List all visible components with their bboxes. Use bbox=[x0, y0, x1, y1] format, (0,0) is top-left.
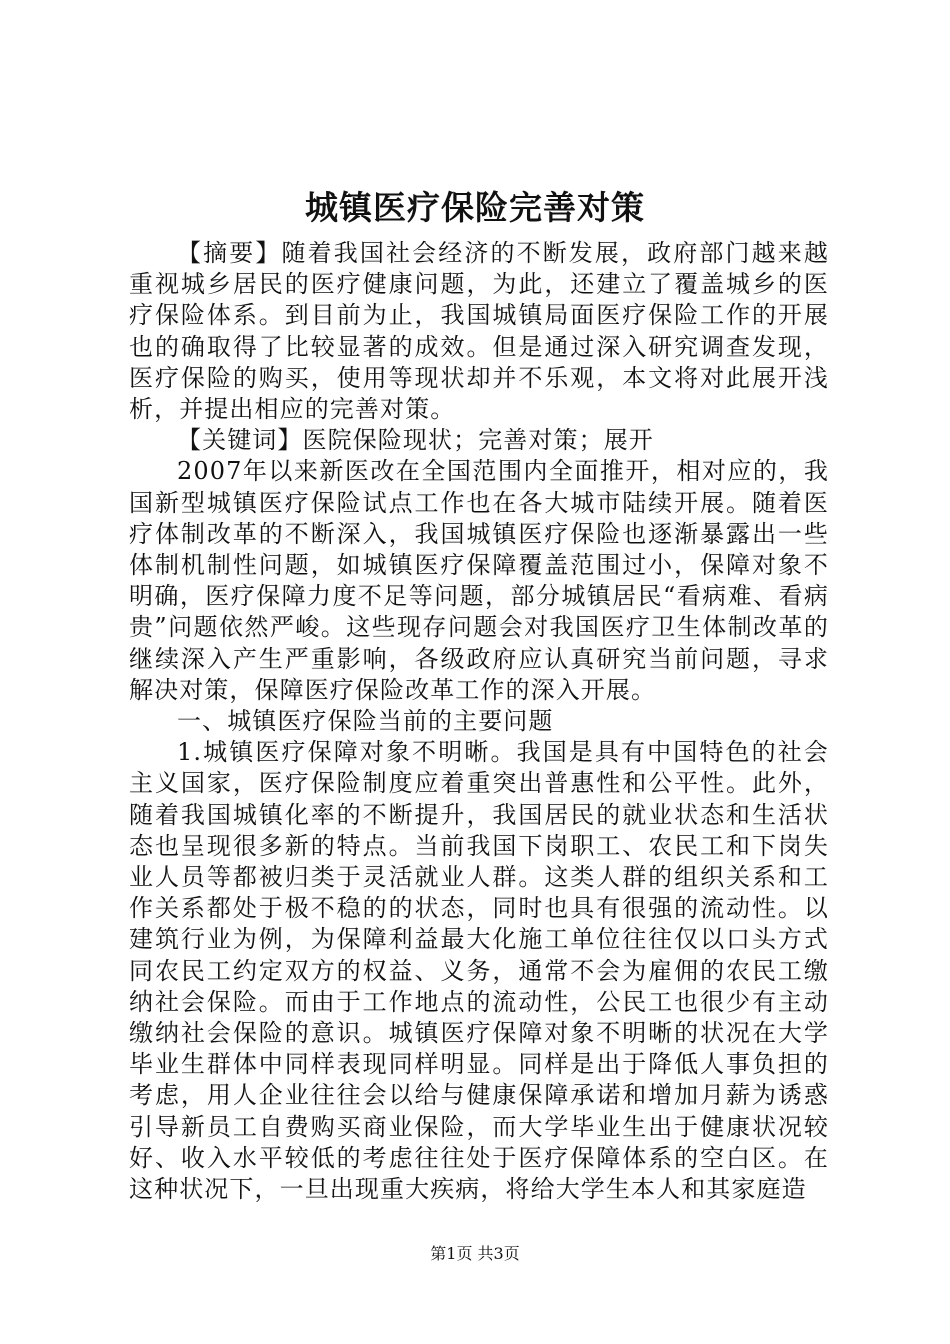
body-paragraph: 1.城镇医疗保障对象不明晰。我国是具有中国特色的社会主义国家，医疗保险制度应着重突出普惠性和公平性。此外，随着我国城镇化率的不断提升，我国居民的就业状态和生活状态也呈现很多新的特点。当前我国下岗职工、农民工和下岗失业人员等都被归类于灵活就业人群。这类人群的组织关系和工作关系都处于极不稳的的状态，同时也具有很强的流动性。以建筑行业为例，为保障利益最大化施工单位往往仅以口头方式同农民工约定双方的权益、义务，通常不会为雇佣的农民工缴纳社会保险。而由于工作地点的流动性，公民工也很少有主动缴纳社会保险的意识。城镇医疗保障对象不明晰的状况在大学毕业生群体中同样表现同样明显。同样是出于降低人事负担的考虑，用人企业往往会以给与健康保障承诺和增加月薪为诱惑引导新员工自费购买商业保险，而大学毕业生出于健康状况较好、收入水平较低的考虑往往处于医疗保障体系的空白区。在这种状况下，一旦出现重大疾病，将给大学生本人和其家庭造 bbox=[129, 738, 829, 1204]
abstract-paragraph: 【摘要】随着我国社会经济的不断发展，政府部门越来越重视城乡居民的医疗健康问题，为此，还建立了覆盖城乡的医疗保险体系。到目前为止，我国城镇局面医疗保险工作的开展也的确取得了比较显著的成效。但是通过深入研究调查发现，医疗保险的购买，使用等现状却并不乐观，本文将对此展开浅析，并提出相应的完善对策。 bbox=[129, 239, 829, 424]
document-body bbox=[129, 238, 829, 1205]
document-title: 城镇医疗保险完善对策 bbox=[305, 188, 645, 227]
keywords-paragraph: 【关键词】医院保险现状；完善对策；展开 bbox=[177, 426, 654, 455]
section-heading: 一、城镇医疗保险当前的主要问题 bbox=[177, 707, 554, 736]
intro-paragraph: 2007年以来新医改在全国范围内全面推开，相对应的，我国新型城镇医疗保险试点工作也在各大城市陆续开展。随着医疗体制改革的不断深入，我国城镇医疗保险也逐渐暴露出一些体制机制性问题，如城镇医疗保障覆盖范围过小，保障对象不明确，医疗保障力度不足等问题，部分城镇居民“看病难、看病贵”问题依然严峻。这些现存问题会对我国医疗卫生体制改革的继续深入产生严重影响，各级政府应认真研究当前问题，寻求解决对策，保障医疗保险改革工作的深入开展。 bbox=[129, 457, 829, 704]
page-footer: 第1页 共3页 bbox=[430, 1244, 520, 1263]
